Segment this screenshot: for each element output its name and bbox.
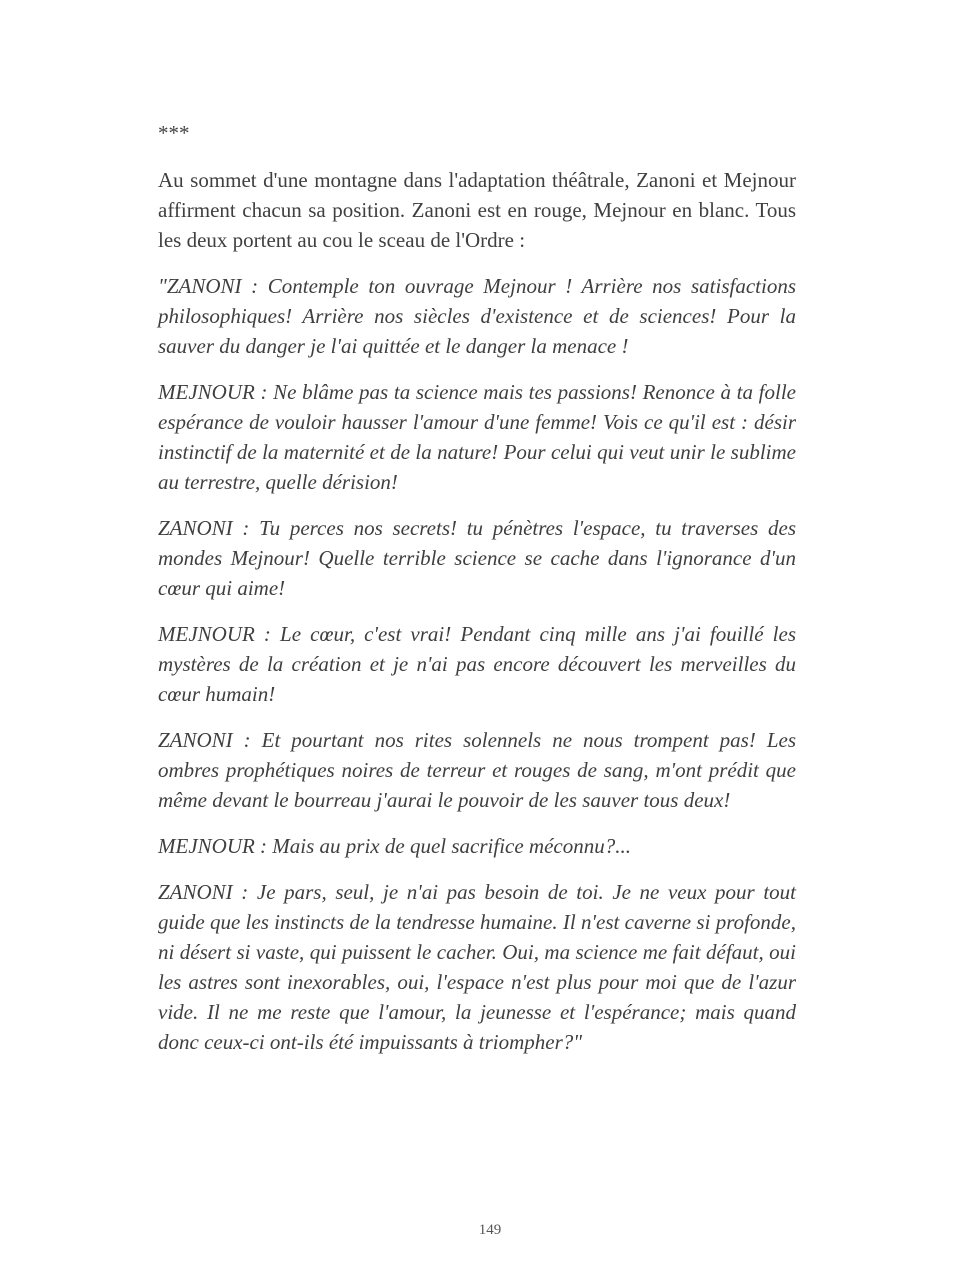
page-number: 149	[478, 1222, 502, 1238]
dialogue-paragraph: MEJNOUR : Le cœur, c'est vrai! Pendant cinq mille ans j'ai fouillé les mystères de la création et je n'ai pas encore découvert les merveilles du cœur humain!	[158, 622, 796, 706]
section-separator: ***	[158, 121, 190, 145]
dialogue-paragraph: ZANONI : Tu perces nos secrets! tu pénètres l'espace, tu traverses des mondes Mejnour! Quelle terrible science se cache dans l'ignorance d'un cœur qui aime!	[158, 516, 796, 600]
dialogue-paragraph: ZANONI : Je pars, seul, je n'ai pas besoin de toi. Je ne veux pour tout guide que les instincts de la tendresse humaine. Il n'est caverne si profonde, ni désert si vaste, qui puissent le cacher. Oui, ma science me fait défaut, oui les astres sont inexorables, oui, l'espace n'est plus pour moi que de l'azur vide. Il ne me reste que l'amour, la jeunesse et l'espérance; mais quand donc ceux-ci ont-ils été impuissants à triompher?"	[158, 880, 796, 1054]
dialogue-paragraph: ZANONI : Et pourtant nos rites solennels ne nous trompent pas! Les ombres prophétiques noires de terreur et rouges de sang, m'ont prédit que même devant le bourreau j'aurai le pouvoir de les sauver tous deux!	[158, 728, 796, 812]
intro-paragraph: Au sommet d'une montagne dans l'adaptation théâtrale, Zanoni et Mejnour affirment chacun sa position. Zanoni est en rouge, Mejnour en blanc. Tous les deux portent au cou le sceau de l'Ordre :	[158, 168, 796, 252]
dialogue-paragraph: MEJNOUR : Ne blâme pas ta science mais tes passions! Renonce à ta folle espérance de vouloir hausser l'amour d'une femme! Vois ce qu'il est : désir instinctif de la maternité et de la nature! Pour celui qui veut unir le sublime au terrestre, quelle dérision!	[158, 380, 796, 494]
text-block	[158, 118, 796, 1073]
dialogue-paragraph: "ZANONI : Contemple ton ouvrage Mejnour ! Arrière nos satisfactions philosophiques! Arrière nos siècles d'existence et de sciences! Pour la sauver du danger je l'ai quittée et le danger la menace !	[158, 274, 796, 358]
dialogue-paragraph: MEJNOUR : Mais au prix de quel sacrifice méconnu?...	[158, 834, 631, 858]
